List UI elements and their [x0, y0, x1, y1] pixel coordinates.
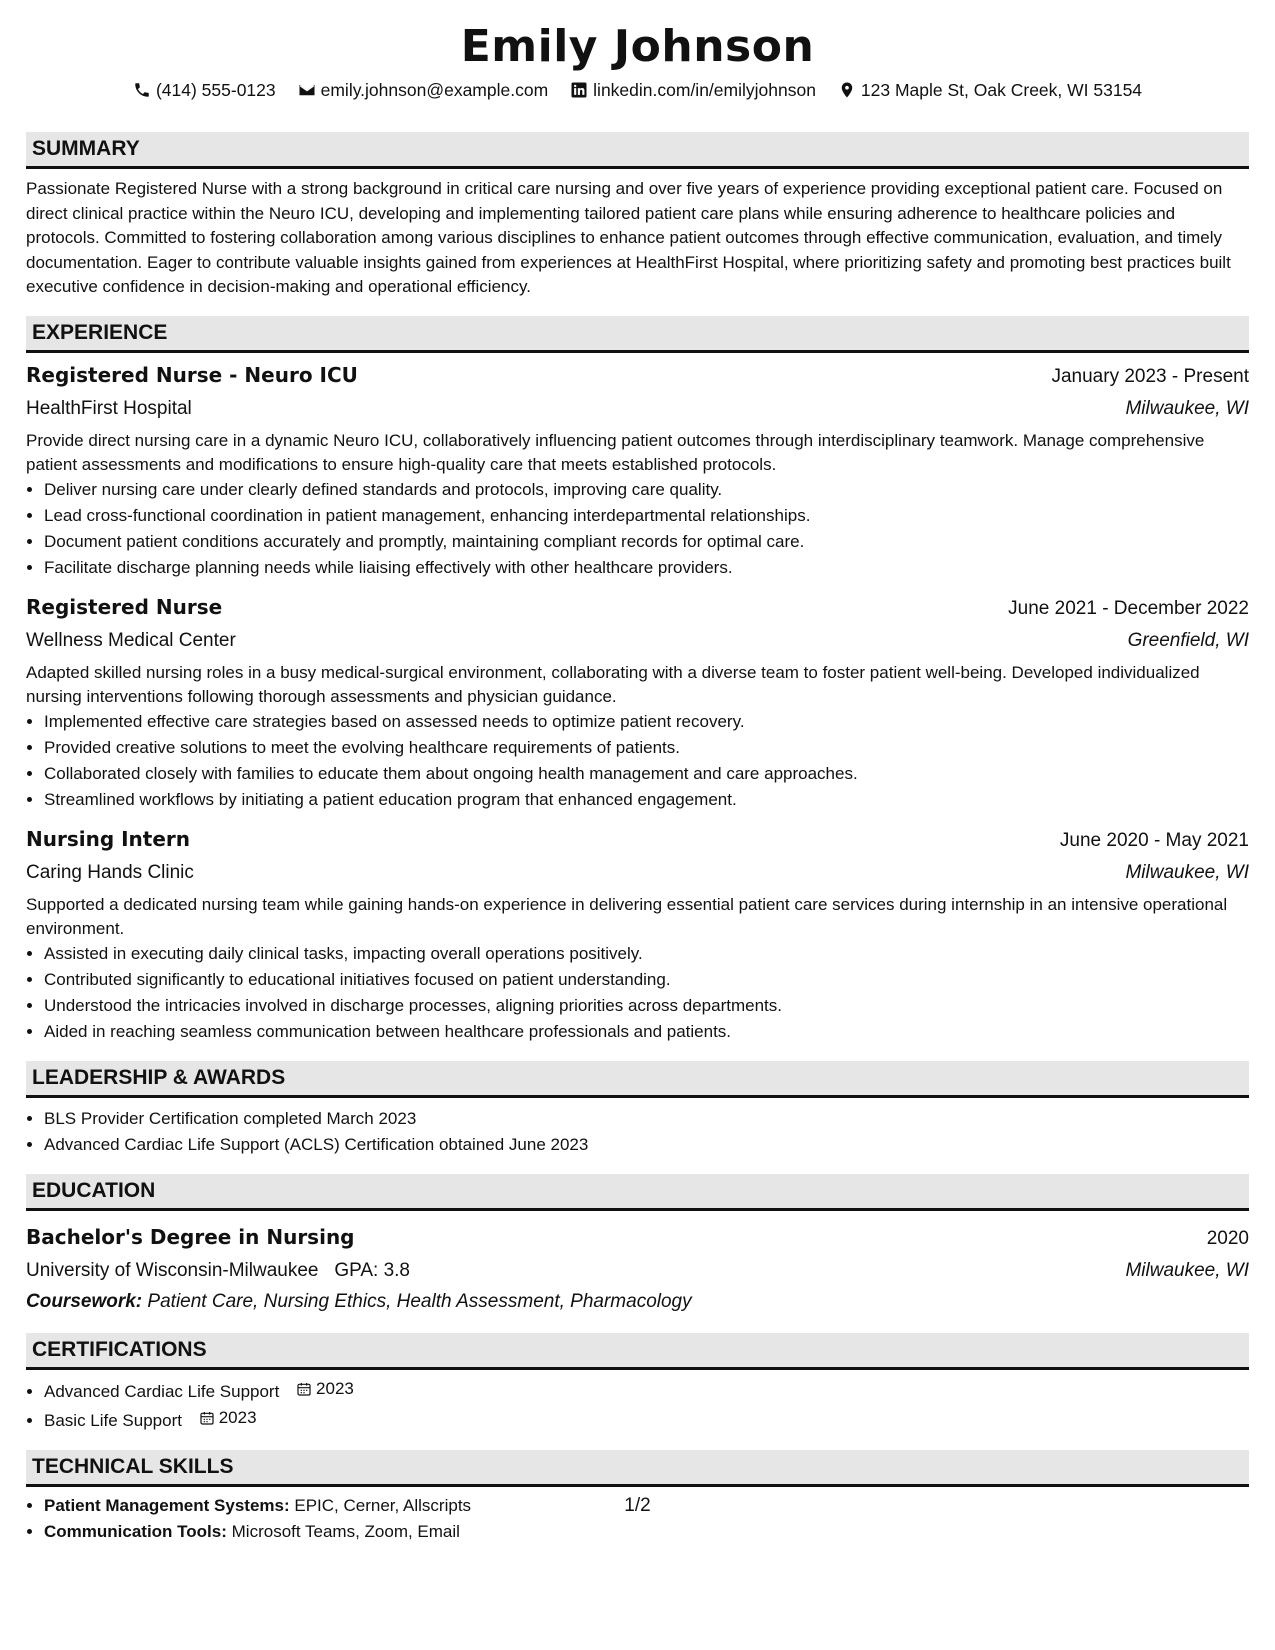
section-title-certifications: CERTIFICATIONS: [26, 1333, 1249, 1370]
list-item: • Lead cross-functional coordination in patient management, enhancing interdepartmental relationships.: [44, 503, 1249, 529]
job-location: Greenfield, WI: [1127, 629, 1249, 651]
job-description: Provide direct nursing care in a dynamic Neuro ICU, collaboratively influencing patient outcomes through interdisciplinary teamwork. Manage comprehensive patient assessments and modifications to ensure high-quality care that meets established protocols.: [26, 430, 1205, 474]
list-item: • Implemented effective care strategies based on assessed needs to optimize patient recovery.: [44, 709, 1249, 735]
list-item: • Collaborated closely with families to educate them about ongoing health management and care approaches.: [44, 761, 1249, 787]
section-title-skills: TECHNICAL SKILLS: [26, 1450, 1249, 1487]
coursework: [26, 1287, 1249, 1317]
linkedin-icon: [570, 81, 588, 99]
job-location: Milwaukee, WI: [1125, 397, 1249, 419]
coursework-list: Patient Care, Nursing Ethics, Health Assessment, Pharmacology: [147, 1290, 692, 1312]
job-bullets: [26, 477, 1249, 581]
list-item: • Deliver nursing care under clearly defined standards and protocols, improving care quality.: [44, 477, 1249, 503]
contact-info: [26, 78, 1249, 102]
section-title-awards: LEADERSHIP & AWARDS: [26, 1061, 1249, 1098]
list-item: • Contributed significantly to educational initiatives focused on patient understanding.: [44, 967, 1249, 993]
job-entry: [26, 359, 1249, 581]
address-text: 123 Maple St, Oak Creek, WI 53154: [860, 80, 1143, 100]
job-title: Nursing Intern: [26, 826, 191, 851]
job-entry: [26, 591, 1249, 813]
school-line: [26, 1255, 410, 1287]
list-item: • Understood the intricacies involved in discharge processes, aligning priorities across departments.: [44, 993, 1249, 1019]
job-company: Caring Hands Clinic: [26, 861, 194, 883]
education-entry: [26, 1221, 1249, 1317]
certifications-list: [26, 1376, 1249, 1434]
cert-date: [199, 1405, 257, 1431]
degree: Bachelor's Degree in Nursing: [26, 1224, 355, 1249]
contact-linkedin[interactable]: [570, 78, 816, 102]
job-dates: January 2023 - Present: [1051, 365, 1249, 387]
job-title: Registered Nurse - Neuro ICU: [26, 362, 358, 387]
contact-address: [838, 78, 1142, 102]
section-title-education: EDUCATION: [26, 1174, 1249, 1211]
calendar-icon: [199, 1410, 215, 1426]
job-bullets: [26, 709, 1249, 813]
awards-list: [26, 1106, 1249, 1158]
page-number: 1/2: [624, 1495, 651, 1516]
email-link[interactable]: emily.johnson@example.com: [320, 80, 549, 100]
list-item: [44, 1376, 1249, 1405]
contact-phone: [133, 78, 276, 102]
map-pin-icon: [838, 81, 856, 99]
list-item: • Streamlined workflows by initiating a patient education program that enhanced engagement.: [44, 787, 1249, 813]
phone-icon: [133, 81, 151, 99]
skill-label: Patient Management Systems:: [44, 1495, 290, 1515]
coursework-label: Coursework:: [26, 1290, 143, 1312]
job-entry: [26, 823, 1249, 1045]
skill-label: Communication Tools:: [44, 1521, 227, 1541]
list-item: • Aided in reaching seamless communication between healthcare professionals and patients.: [44, 1019, 1249, 1045]
job-title: Registered Nurse: [26, 594, 223, 619]
section-title-experience: EXPERIENCE: [26, 316, 1249, 353]
phone-text: (414) 555-0123: [155, 80, 276, 100]
job-location: Milwaukee, WI: [1125, 861, 1249, 883]
summary-text: Passionate Registered Nurse with a strong background in critical care nursing and over five years of experience providing exceptional patient care. Focused on direct clinical practice within the Neuro ICU, developing and implementing tailored patient care plans while ensuring adherence to healthcare policies and protocols. Committed to fostering collaboration among various disciplines to enhance patient outcomes through effective communication, evaluation, and timely documentation. Eager to contribute valuable insights gained from experiences at HealthFirst Hospital, where prioritizing safety and promoting best practices built executive confidence in decision-making and operational efficiency.: [26, 179, 1231, 297]
graduation-year: 2020: [1206, 1227, 1249, 1249]
list-item: • Document patient conditions accurately and promptly, maintaining compliant records for optimal care.: [44, 529, 1249, 555]
list-item: • Assisted in executing daily clinical tasks, impacting overall operations positively.: [44, 941, 1249, 967]
cert-name: Advanced Cardiac Life Support: [44, 1381, 280, 1401]
job-company: HealthFirst Hospital: [26, 397, 192, 419]
calendar-icon: [296, 1381, 312, 1397]
cert-year: 2023: [218, 1407, 257, 1427]
job-description: Adapted skilled nursing roles in a busy medical-surgical environment, collaborating with a diverse team to foster patient well-being. Developed individualized nursing interventions following thorough assessments and physician guidance.: [26, 662, 1200, 706]
cert-name: Basic Life Support: [44, 1410, 182, 1430]
candidate-name: Emily Johnson: [460, 21, 815, 72]
job-dates: June 2020 - May 2021: [1059, 829, 1249, 851]
envelope-icon: [298, 81, 316, 99]
job-description: Supported a dedicated nursing team while gaining hands-on experience in delivering essential patient care services during internship in an intensive operational environment.: [26, 894, 1228, 938]
list-item: • Facilitate discharge planning needs while liaising effectively with other healthcare providers.: [44, 555, 1249, 581]
contact-email[interactable]: [298, 78, 549, 102]
job-dates: June 2021 - December 2022: [1008, 597, 1249, 619]
cert-date: [296, 1376, 354, 1402]
list-item: [44, 1405, 1249, 1434]
list-item: • Advanced Cardiac Life Support (ACLS) Certification obtained June 2023: [44, 1132, 1249, 1158]
school-name: University of Wisconsin-Milwaukee: [26, 1259, 319, 1281]
job-company: Wellness Medical Center: [26, 629, 236, 651]
list-item: • Provided creative solutions to meet the evolving healthcare requirements of patients.: [44, 735, 1249, 761]
cert-year: 2023: [316, 1378, 354, 1398]
gpa: GPA: 3.8: [334, 1259, 410, 1281]
section-title-summary: SUMMARY: [26, 132, 1249, 169]
list-item: [44, 1519, 1249, 1545]
school-location: Milwaukee, WI: [1125, 1259, 1249, 1281]
linkedin-link[interactable]: linkedin.com/in/emilyjohnson: [593, 80, 816, 100]
skill-value: EPIC, Cerner, Allscripts: [294, 1495, 472, 1515]
skill-value: Microsoft Teams, Zoom, Email: [231, 1521, 460, 1541]
list-item: • BLS Provider Certification completed March 2023: [44, 1106, 1249, 1132]
job-bullets: [26, 941, 1249, 1045]
